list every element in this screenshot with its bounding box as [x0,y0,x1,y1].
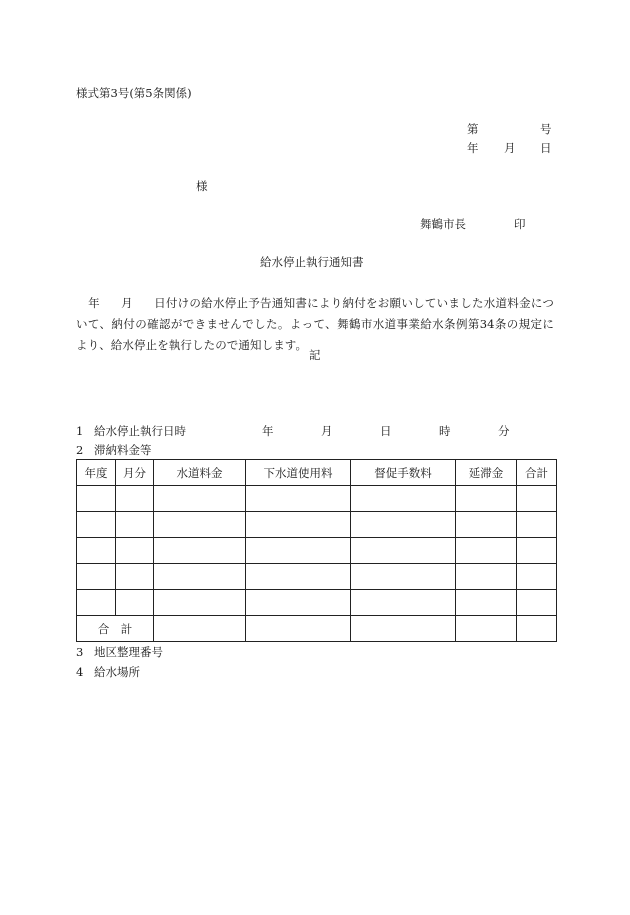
table-cell[interactable] [456,590,517,616]
total-cell[interactable] [154,616,246,642]
table-cell[interactable] [517,486,557,512]
header-water-fee: 水道料金 [154,460,246,486]
item1-label: 給水停止執行日時 [94,424,186,438]
item1-month: 月 [321,424,333,438]
date-day: 日 [540,141,552,155]
table-cell[interactable] [77,512,116,538]
table-cell[interactable] [154,590,246,616]
table-row [77,512,557,538]
table-cell[interactable] [351,590,456,616]
total-cell[interactable] [517,616,557,642]
total-label: 合 計 [77,616,154,642]
sender-seal: 印 [514,217,526,231]
sender-name: 舞鶴市長 [420,217,466,231]
table-cell[interactable] [246,512,351,538]
table-cell[interactable] [77,564,116,590]
table-cell[interactable] [456,564,517,590]
body-text: 日付けの給水停止予告通知書により納付をお願いしていました水道料金について、納付の確認ができませんでした。よって、舞鶴市水道事業給水条例第34条の規定により、給水停止を執行したので通知します。 [76,296,554,352]
table-cell[interactable] [517,590,557,616]
header-fiscal-year: 年度 [77,460,116,486]
table-cell[interactable] [246,564,351,590]
table-cell[interactable] [154,512,246,538]
table-cell[interactable] [517,564,557,590]
doc-number-dai: 第 [467,122,479,136]
table-cell[interactable] [154,564,246,590]
table-cell[interactable] [456,486,517,512]
table-row [77,486,557,512]
addressee-suffix: 様 [196,179,208,193]
header-sewer-fee: 下水道使用料 [246,460,351,486]
date-year: 年 [467,141,479,155]
table-cell[interactable] [77,486,116,512]
item1-hour: 時 [439,424,451,438]
table-cell[interactable] [116,512,154,538]
table-cell[interactable] [456,538,517,564]
total-cell[interactable] [351,616,456,642]
table-cell[interactable] [246,538,351,564]
item1-year: 年 [262,424,274,438]
header-month: 月分 [116,460,154,486]
table-cell[interactable] [351,538,456,564]
doc-number-go: 号 [540,122,552,136]
table-row [77,564,557,590]
ki-label: 記 [309,348,321,362]
table-cell[interactable] [116,538,154,564]
header-reminder-fee: 督促手数料 [351,460,456,486]
table-cell[interactable] [77,538,116,564]
document-title: 給水停止執行通知書 [260,255,364,269]
table-total-row [77,616,557,642]
table-cell[interactable] [116,590,154,616]
body-year: 年 [88,296,100,310]
total-cell[interactable] [246,616,351,642]
table-cell[interactable] [351,512,456,538]
table-cell[interactable] [517,538,557,564]
table-header-row [77,460,557,486]
item1-number: 1 [76,424,84,438]
table-cell[interactable] [246,590,351,616]
table-cell[interactable] [246,486,351,512]
table-cell[interactable] [456,512,517,538]
table-cell[interactable] [154,486,246,512]
body-month: 月 [120,296,133,310]
table-row [77,590,557,616]
table-cell[interactable] [517,512,557,538]
item4-number: 4 [76,665,84,679]
total-cell[interactable] [456,616,517,642]
body-paragraph [76,293,554,356]
item2-number: 2 [76,443,84,457]
date-month: 月 [504,141,516,155]
item4-label: 給水場所 [94,665,140,679]
item3-label: 地区整理番号 [94,645,163,659]
table-cell[interactable] [351,564,456,590]
table-cell[interactable] [77,590,116,616]
header-total: 合計 [517,460,557,486]
fees-table [76,459,557,642]
header-late-fee: 延滞金 [456,460,517,486]
item2-label: 滞納料金等 [94,443,152,457]
table-cell[interactable] [154,538,246,564]
table-cell[interactable] [116,564,154,590]
item1-minute: 分 [498,424,510,438]
table-row [77,538,557,564]
table-cell[interactable] [116,486,154,512]
item1-day: 日 [380,424,392,438]
form-number: 様式第3号(第5条関係) [76,86,192,100]
item3-number: 3 [76,645,84,659]
table-cell[interactable] [351,486,456,512]
